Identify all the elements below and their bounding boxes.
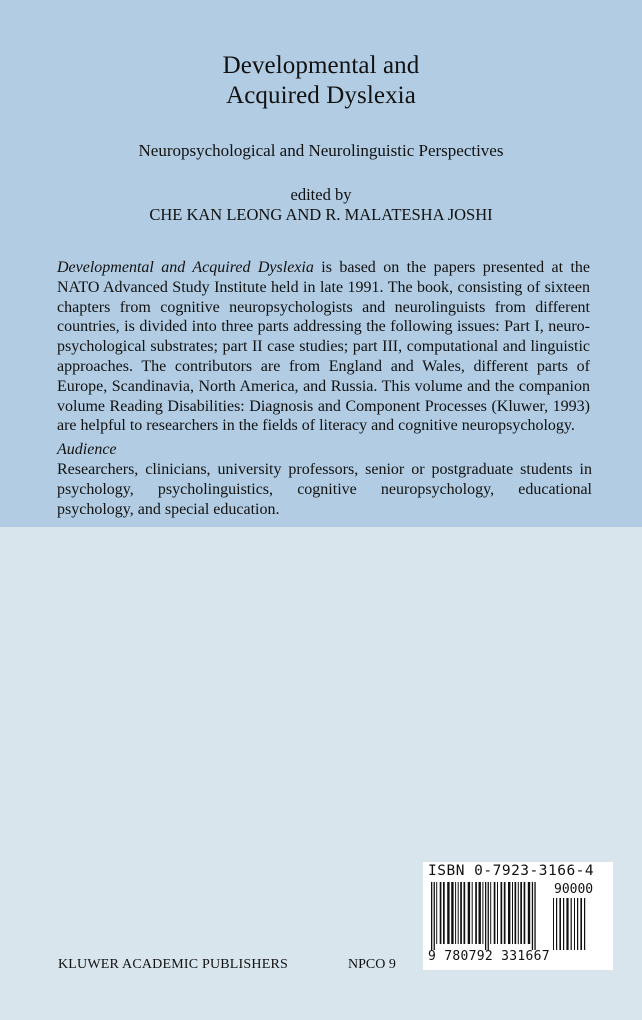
barcode-bar (436, 882, 437, 944)
barcode-bar (468, 882, 470, 944)
barcode-bar (488, 882, 489, 950)
audience-heading: Audience (57, 441, 117, 458)
barcode-bar (515, 882, 517, 944)
edited-by-label: edited by (290, 185, 352, 204)
barcode-bar (494, 882, 496, 944)
isbn-label: ISBN 0-7923-3166-4 (428, 863, 595, 879)
barcode-bar (553, 898, 554, 950)
barcode-bar (490, 882, 491, 944)
barcode-bar (472, 882, 473, 944)
barcode-bar (464, 882, 466, 944)
barcode-bar (440, 882, 442, 944)
barcode-addon-digits: 90000 (554, 882, 594, 897)
barcode-bar (482, 882, 483, 944)
description (57, 258, 590, 436)
barcode-bar (447, 882, 449, 944)
audience-text: Researchers, clinicians, university professors, senior or postgraduate students in psychology, psycholinguistics, cognitive neuropsychology, educational psychology, and special education. (57, 461, 592, 518)
barcode-bar (577, 898, 578, 950)
barcode-bar (504, 882, 506, 944)
barcode-bar (497, 882, 498, 944)
barcode-bar (559, 898, 561, 950)
barcode-bar (443, 882, 445, 944)
editors: CHE KAN LEONG AND R. MALATESHA JOSHI (149, 205, 493, 224)
publisher-name: KLUWER ACADEMIC PUBLISHERS (58, 957, 288, 972)
barcode-bar (556, 898, 557, 950)
barcode-bar (566, 898, 568, 950)
barcode-bar (460, 882, 462, 944)
barcode-bar (501, 882, 503, 944)
barcode-bar (532, 882, 533, 950)
barcode-bar (434, 882, 435, 950)
barcode-bar (475, 882, 477, 944)
description-italic-title: Developmental and Acquired Dyslexia (57, 259, 314, 276)
barcode-bar (518, 882, 519, 944)
book-title-line2: Acquired Dyslexia (226, 82, 416, 109)
barcode-bar (571, 898, 572, 950)
barcode-bar (574, 898, 575, 950)
barcode-bar (431, 882, 432, 950)
barcode-bar (508, 882, 510, 944)
barcode-bar (520, 882, 522, 944)
barcode-bar (580, 898, 582, 950)
barcode-digits: 9 780792 331667 (428, 949, 550, 964)
book-subtitle: Neuropsychological and Neurolinguistic Perspectives (138, 141, 504, 160)
barcode-bar (534, 882, 535, 950)
barcode (423, 862, 613, 970)
barcode-bar (524, 882, 526, 944)
barcode-bar (458, 882, 459, 944)
barcode-bar (563, 898, 564, 950)
barcode-bar (584, 898, 585, 950)
description-body: is based on the papers presented at the NATO Advanced Study Institute held in late 1991. The book, consisting of sixteen chapters from cognitive neuropsychologists and neurolinguists from different countries, is divided into three parts addressing the following issues: Part I, neuro-psychological substrates; part II case studies; part III, computational and linguistic approaches. The contributors are from England and Wales, different parts of Europe, Scandinavia, North America, and Russia. This volume and the companion volume Reading Disabilities: Diagnosis and Component Processes (Kluwer, 1993) are helpful to researchers in the fields of literacy and cognitive neuropsychology. (57, 259, 591, 435)
barcode-bar (512, 882, 513, 944)
barcode-bar (451, 882, 453, 944)
barcode-bar (455, 882, 456, 944)
barcode-bar (528, 882, 530, 944)
series-code: NPCO 9 (348, 957, 396, 972)
book-title-line1: Developmental and (222, 52, 420, 79)
barcode-bar (479, 882, 481, 944)
barcode-bar (485, 882, 486, 950)
